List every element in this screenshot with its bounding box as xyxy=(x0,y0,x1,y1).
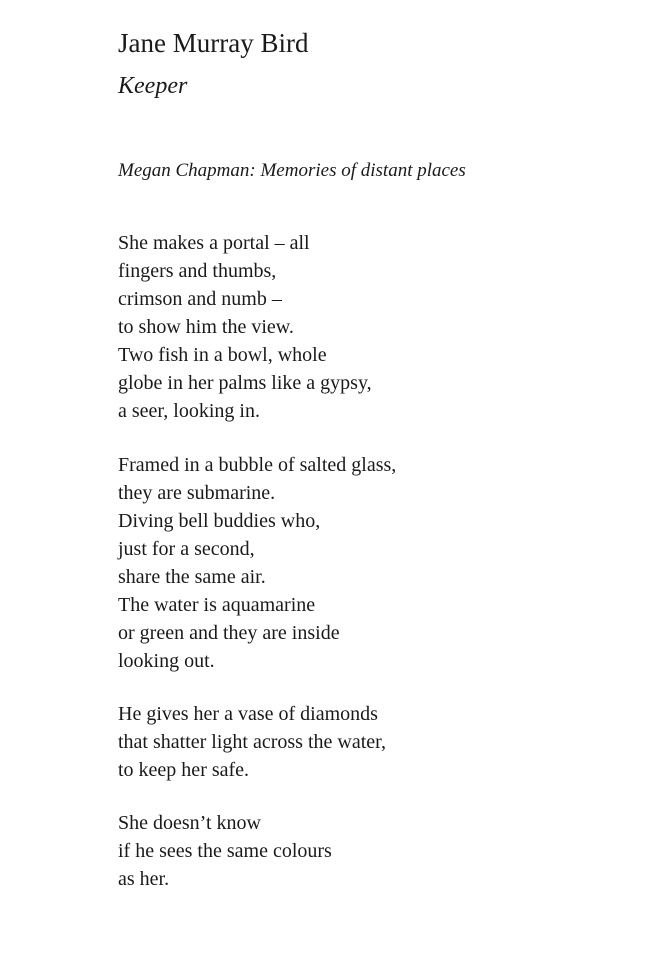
poem-line: The water is aquamarine xyxy=(118,594,316,616)
poem-line: He gives her a vase of diamonds xyxy=(118,703,378,725)
poem-line: or green and they are inside xyxy=(118,622,340,644)
poem-line: just for a second, xyxy=(118,538,255,560)
poem-subtitle: Megan Chapman: Memories of distant places xyxy=(118,160,466,181)
poem-line: as her. xyxy=(118,868,170,890)
poem-line: looking out. xyxy=(118,650,215,672)
poem-line: crimson and numb – xyxy=(118,288,282,310)
stanza xyxy=(118,229,372,425)
author-name: Jane Murray Bird xyxy=(118,28,309,58)
poem-line: fingers and thumbs, xyxy=(118,260,277,282)
stanza xyxy=(118,700,386,784)
poem-line: Framed in a bubble of salted glass, xyxy=(118,454,397,476)
poem-line: Two fish in a bowl, whole xyxy=(118,344,327,366)
poem-line: a seer, looking in. xyxy=(118,400,260,422)
stanza xyxy=(118,809,332,893)
poem-line: globe in her palms like a gypsy, xyxy=(118,372,372,394)
poem-line: that shatter light across the water, xyxy=(118,731,386,753)
poem-line: Diving bell buddies who, xyxy=(118,510,321,532)
poem-line: She doesn’t know xyxy=(118,812,261,834)
poem-line: if he sees the same colours xyxy=(118,840,332,862)
poem-line: to keep her safe. xyxy=(118,759,250,781)
stanza xyxy=(118,451,396,675)
poem-title: Keeper xyxy=(118,73,188,99)
poem-line: to show him the view. xyxy=(118,316,294,338)
poem-line: She makes a portal – all xyxy=(118,232,310,254)
poem-line: share the same air. xyxy=(118,566,266,588)
poem-line: they are submarine. xyxy=(118,482,276,504)
